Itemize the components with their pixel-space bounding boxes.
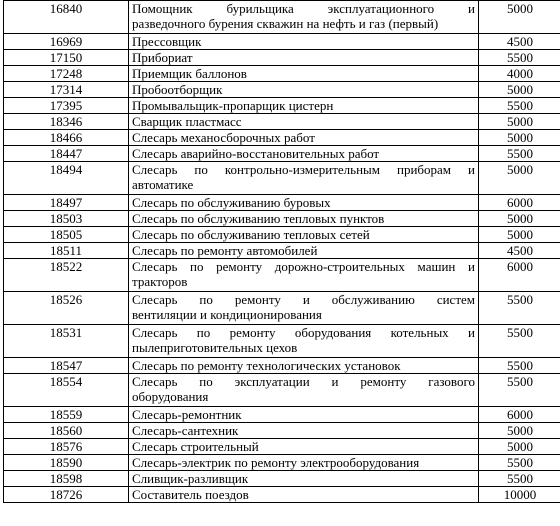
- table-row: [4, 34, 560, 50]
- table-row: [4, 243, 560, 259]
- profession-name-line2: пылеприготовительных цехов: [132, 340, 298, 355]
- profession-name-cell: [129, 407, 479, 423]
- table-row: [4, 130, 560, 146]
- profession-name-line1: Прессовщик: [132, 34, 202, 49]
- table-row: [4, 455, 560, 471]
- table-row: [4, 471, 560, 487]
- profession-wage-table: [3, 0, 560, 503]
- profession-code-cell: 18598: [4, 471, 129, 487]
- profession-code-cell: 18526: [4, 292, 129, 325]
- table-row: [4, 374, 560, 407]
- profession-code-cell: 16969: [4, 34, 129, 50]
- profession-name-cell: [129, 162, 479, 195]
- profession-name-cell: [129, 259, 479, 292]
- wage-cell: 4500: [479, 34, 560, 50]
- wage-cell: 5500: [479, 374, 560, 407]
- wage-cell: 5500: [479, 325, 560, 358]
- table-row: [4, 66, 560, 82]
- profession-name-cell: [129, 211, 479, 227]
- profession-name-line1: Слесарь по ремонту дорожно-строительных машин и: [132, 259, 475, 274]
- wage-cell: 5500: [479, 50, 560, 66]
- profession-name-cell: [129, 130, 479, 146]
- profession-name-line1: Составитель поездов: [132, 487, 249, 502]
- wage-cell: 5500: [479, 98, 560, 114]
- wage-cell: 5500: [479, 292, 560, 325]
- table-row: [4, 162, 560, 195]
- profession-code-cell: 18503: [4, 211, 129, 227]
- profession-code-cell: 18590: [4, 455, 129, 471]
- profession-code-cell: 18531: [4, 325, 129, 358]
- profession-name-line1: Слесарь-ремонтник: [132, 407, 242, 422]
- profession-code-cell: 18576: [4, 439, 129, 455]
- table-row: [4, 211, 560, 227]
- profession-name-line1: Слесарь механосборочных работ: [132, 130, 315, 145]
- wage-cell: 5500: [479, 146, 560, 162]
- profession-code-cell: 18547: [4, 358, 129, 374]
- table-row: [4, 325, 560, 358]
- profession-code-cell: 18511: [4, 243, 129, 259]
- wage-cell: 5000: [479, 439, 560, 455]
- wage-cell: 4000: [479, 66, 560, 82]
- profession-name-line1: Слесарь по ремонту оборудования котельных и: [132, 325, 475, 340]
- profession-name-line2: вентиляции и кондиционирования: [132, 307, 322, 322]
- table-row: [4, 358, 560, 374]
- profession-name-line1: Пробоотборщик: [132, 82, 223, 97]
- table-row: [4, 259, 560, 292]
- profession-name-cell: [129, 114, 479, 130]
- table-row: [4, 439, 560, 455]
- table-row: [4, 98, 560, 114]
- profession-name-line1: Слесарь строительный: [132, 439, 259, 454]
- wage-cell: 6000: [479, 259, 560, 292]
- profession-code-cell: 18447: [4, 146, 129, 162]
- wage-cell: 5000: [479, 423, 560, 439]
- profession-code-cell: 18726: [4, 487, 129, 503]
- table-row: [4, 227, 560, 243]
- profession-name-cell: [129, 1, 479, 34]
- profession-name-cell: [129, 455, 479, 471]
- table-row: [4, 407, 560, 423]
- table-row: [4, 82, 560, 98]
- profession-name-cell: [129, 243, 479, 259]
- profession-name-cell: [129, 34, 479, 50]
- profession-name-line1: Слесарь-электрик по ремонту электрооборудования: [132, 455, 420, 470]
- table-row: [4, 1, 560, 34]
- wage-cell: 5000: [479, 1, 560, 34]
- profession-code-cell: 16840: [4, 1, 129, 34]
- profession-name-cell: [129, 471, 479, 487]
- profession-name-line1: Приемщик баллонов: [132, 66, 247, 81]
- profession-name-cell: [129, 423, 479, 439]
- profession-name-line2: автоматике: [132, 177, 194, 192]
- profession-name-line2: разведочного бурения скважин на нефть и газ (первый): [132, 16, 439, 31]
- table-body: [4, 1, 560, 503]
- profession-name-line2: оборудования: [132, 389, 209, 404]
- table-row: [4, 146, 560, 162]
- wage-cell: 5000: [479, 227, 560, 243]
- profession-name-cell: [129, 325, 479, 358]
- profession-code-cell: 18346: [4, 114, 129, 130]
- profession-name-cell: [129, 374, 479, 407]
- wage-cell: 5500: [479, 471, 560, 487]
- wage-cell: 6000: [479, 407, 560, 423]
- profession-name-line1: Слесарь по обслуживанию тепловых сетей: [132, 227, 370, 242]
- wage-cell: 6000: [479, 195, 560, 211]
- wage-cell: 5000: [479, 82, 560, 98]
- profession-code-cell: 18559: [4, 407, 129, 423]
- profession-name-cell: [129, 195, 479, 211]
- profession-code-cell: 18560: [4, 423, 129, 439]
- profession-name-line1: Слесарь аварийно-восстановительных работ: [132, 146, 380, 161]
- profession-name-line1: Прибориат: [132, 50, 193, 65]
- profession-name-cell: [129, 227, 479, 243]
- profession-name-line1: Слесарь-сантехник: [132, 423, 239, 438]
- profession-name-line1: Слесарь по контрольно-измерительным приборам и: [132, 162, 475, 177]
- profession-name-line1: Сварщик пластмасс: [132, 114, 242, 129]
- profession-name-line1: Слесарь по эксплуатации и ремонту газового: [132, 374, 475, 389]
- profession-code-cell: 18497: [4, 195, 129, 211]
- profession-name-line2: тракторов: [132, 274, 188, 289]
- profession-name-cell: [129, 50, 479, 66]
- profession-name-line1: Помощник бурильщика эксплуатационного и: [132, 1, 475, 16]
- profession-code-cell: 18494: [4, 162, 129, 195]
- table-row: [4, 195, 560, 211]
- wage-cell: 5000: [479, 130, 560, 146]
- table-row: [4, 487, 560, 503]
- profession-name-cell: [129, 66, 479, 82]
- profession-code-cell: 17248: [4, 66, 129, 82]
- profession-code-cell: 18466: [4, 130, 129, 146]
- table-row: [4, 292, 560, 325]
- profession-name-line1: Слесарь по обслуживанию буровых: [132, 195, 331, 210]
- profession-code-cell: 18554: [4, 374, 129, 407]
- wage-cell: 5000: [479, 211, 560, 227]
- wage-cell: 4500: [479, 243, 560, 259]
- profession-name-cell: [129, 487, 479, 503]
- profession-name-line1: Слесарь по обслуживанию тепловых пунктов: [132, 211, 385, 226]
- profession-name-line1: Слесарь по ремонту автомобилей: [132, 243, 318, 258]
- profession-name-line1: Слесарь по ремонту и обслуживанию систем: [132, 292, 475, 307]
- wage-cell: 5500: [479, 455, 560, 471]
- profession-code-cell: 18522: [4, 259, 129, 292]
- profession-name-cell: [129, 292, 479, 325]
- wage-cell: 5000: [479, 162, 560, 195]
- profession-code-cell: 17314: [4, 82, 129, 98]
- table-row: [4, 423, 560, 439]
- wage-cell: 5500: [479, 358, 560, 374]
- wage-cell: 10000: [479, 487, 560, 503]
- wage-cell: 5000: [479, 114, 560, 130]
- profession-name-cell: [129, 82, 479, 98]
- table-row: [4, 50, 560, 66]
- profession-name-line1: Сливщик-разливщик: [132, 471, 249, 486]
- profession-code-cell: 17150: [4, 50, 129, 66]
- profession-name-cell: [129, 358, 479, 374]
- table-row: [4, 114, 560, 130]
- profession-name-cell: [129, 439, 479, 455]
- profession-code-cell: 17395: [4, 98, 129, 114]
- profession-name-line1: Промывальщик-пропарщик цистерн: [132, 98, 334, 113]
- profession-code-cell: 18505: [4, 227, 129, 243]
- profession-name-cell: [129, 146, 479, 162]
- profession-name-line1: Слесарь по ремонту технологических установок: [132, 358, 401, 373]
- profession-name-cell: [129, 98, 479, 114]
